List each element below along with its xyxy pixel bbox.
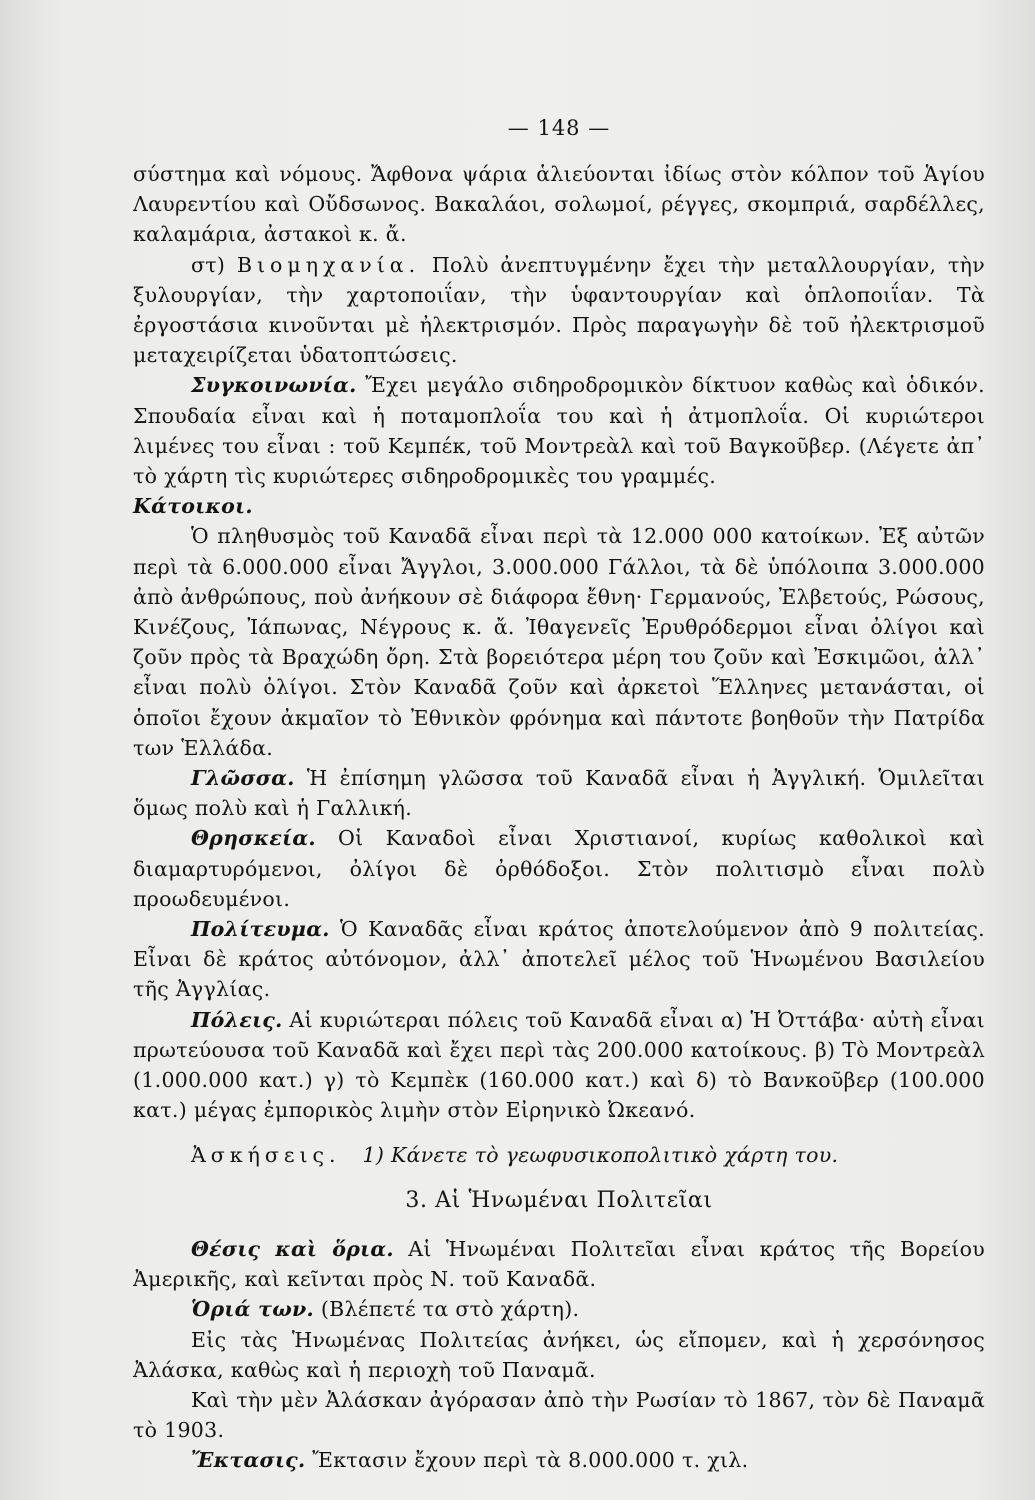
paragraph-position <box>133 1234 985 1294</box>
section-heading: 3. Αἱ Ἡνωμέναι Πολιτεῖαι <box>405 1187 713 1213</box>
religion-text: Οἱ Καναδοὶ εἶναι Χριστιανοί, κυρίως καθολικοὶ καὶ διαμαρτυρόμενοι, ὀλίγοι δὲ ὀρθόδοξοι. Στὸν πολιτισμὸ εἶναι πολὺ προωδευμένοι. <box>133 826 985 911</box>
government-text: Ὁ Καναδᾶς εἶναι κράτος ἀποτελούμενον ἀπὸ 9 πολιτείας. Εἶναι δὲ κράτος αὐτόνομον, ἀλλ᾽ ἀποτελεῖ μέλος τοῦ Ἡνωμένου Βασιλείου τῆς Ἀγγλίας. <box>133 917 985 1002</box>
paragraph-area <box>133 1445 985 1475</box>
cities-term: Πόλεις. <box>191 1007 283 1032</box>
position-text: Αἱ Ἡνωμέναι Πολιτεῖαι εἶναι κράτος τῆς Βορείου Ἀμερικῆς, καὶ κεῖνται πρὸς Ν. τοῦ Καναδᾶ. <box>133 1236 985 1292</box>
government-term: Πολίτευμα. <box>191 917 330 942</box>
industry-term: Βιομηχανία. <box>236 252 421 277</box>
paragraph-alaska: Εἰς τὰς Ἡνωμένας Πολιτείας ἀνήκει, ὡς εἴπομεν, καὶ ἡ χερσόνησος Ἀλάσκα, καθὼς καὶ ἡ περιοχὴ τοῦ Παναμᾶ. <box>133 1327 985 1382</box>
area-term: Ἔκτασις. <box>191 1448 306 1473</box>
page-number: — 148 — <box>507 116 611 140</box>
language-term: Γλῶσσα. <box>191 766 295 791</box>
communication-term: Συγκοινωνία. <box>191 373 357 398</box>
paragraph-cities <box>133 1005 985 1126</box>
text-body <box>133 159 985 1476</box>
industry-prefix: στ) <box>191 252 237 277</box>
paragraph-boundaries <box>133 1294 985 1324</box>
paragraph-purchase: Καὶ τὴν μὲν Ἀλάσκαν ἀγόρασαν ἀπὸ τὴν Ρωσίαν τὸ 1867, τὸν δὲ Παναμᾶ τὸ 1903. <box>133 1387 985 1443</box>
position-term: Θέσις καὶ ὅρια. <box>191 1236 394 1261</box>
paragraph-inhabitants: Ὁ πληθυσμὸς τοῦ Καναδᾶ εἶναι περὶ τὰ 12.000 000 κατοίκων. Ἐξ αὐτῶν περὶ τὰ 6.000.000 εἶναι Ἄγγλοι, 3.000.000 Γάλλοι, τὰ δὲ ὑπόλοιπα 3.000.000 ἀπὸ ἀνθρώπους, ποὺ ἀνήκουν σὲ διάφορα ἔθνη· Γερμανούς, Ἐλβετούς, Ρώσους, Κινέζους, Ἰάπωνας, Νέγρους κ. ἄ. Ἰθαγενεῖς Ἐρυθρόδερμοι εἶναι ὀλίγοι καὶ ζοῦν πρὸς τὰ Βραχώδη ὄρη. Στὰ βορειότερα μέρη του ζοῦν καὶ Ἐσκιμῶοι, ἀλλ᾽ εἶναι πολὺ ὀλίγοι. Στὸν Καναδᾶ ζοῦν καὶ ἀρκετοὶ Ἕλληνες μετανάσται, οἱ ὁποῖοι ἔχουν ἀκμαῖον τὸ Ἐθνικὸν φρόνημα καὶ πάντοτε βοηθοῦν τὴν Πατρίδα των Ἑλλάδα. <box>133 524 985 760</box>
exercises-label: Ἀσκήσεις. <box>191 1142 341 1167</box>
paragraph-religion <box>133 823 985 914</box>
area-text: Ἔκτασιν ἔχουν περὶ τὰ 8.000.000 τ. χιλ. <box>305 1448 749 1473</box>
boundaries-text: (Βλέπετέ τα στὸ χάρτη). <box>314 1297 580 1322</box>
paragraph-fishing: σύστημα καὶ νόμους. Ἄφθονα ψάρια ἁλιεύονται ἰδίως στὸν κόλπον τοῦ Ἁγίου Λαυρεντίου καὶ Οὔδσωνος. Βακαλάοι, σολωμοί, ρέγγες, σκομπριά, σαρδέλλες, καλαμάρια, ἀστακοὶ κ. ἄ. <box>133 162 985 247</box>
boundaries-term: Ὁριά των. <box>191 1297 314 1322</box>
inhabitants-heading <box>133 491 985 521</box>
language-text: Ἡ ἐπίσημη γλῶσσα τοῦ Καναδᾶ εἶναι ἡ Ἀγγλική. Ὁμιλεῖται ὅμως πολὺ καὶ ἡ Γαλλική. <box>133 766 985 821</box>
inhabitants-term: Κάτοικοι. <box>133 494 253 519</box>
exercises-text: 1) Κάνετε τὸ γεωφυσικοπολιτικὸ χάρτη του. <box>362 1142 839 1167</box>
paragraph-government <box>133 914 985 1005</box>
industry-text: Πολὺ ἀνεπτυγμένην ἔχει τὴν μεταλλουργίαν, τὴν ξυλουργίαν, τὴν χαρτοποιΐαν, τὴν ὑφαντουργίαν καὶ ὁπλοποιΐαν. Τὰ ἐργοστάσια κινοῦνται μὲ ἠλεκτρισμόν. Πρὸς παραγωγὴν δὲ τοῦ ἠλεκτρισμοῦ μεταχειρίζεται ὑδατοπτώσεις. <box>133 252 985 368</box>
paragraph-industry <box>133 250 985 371</box>
religion-term: Θρησκεία. <box>191 826 316 851</box>
paragraph-communication <box>133 370 985 491</box>
paragraph-language <box>133 763 985 823</box>
communication-text: Ἔχει μεγάλο σιδηροδρομικὸν δίκτυον καθὼς καὶ ὁδικόν. Σπουδαία εἶναι καὶ ἡ ποταμοπλοΐα του καὶ ἡ ἀτμοπλοΐα. Οἱ κυριώτεροι λιμένες του εἶναι : τοῦ Κεμπέκ, τοῦ Μοντρεὰλ καὶ τοῦ Βαγκοῦβερ. (Λέγετε ἀπ᾽ τὸ χάρτη τὶς κυριώτερες σιδηροδρομικὲς του γραμμές. <box>133 373 985 489</box>
exercises <box>133 1140 985 1170</box>
cities-text: Αἱ κυριώτεραι πόλεις τοῦ Καναδᾶ εἶναι α) Ἡ Ὀττάβα· αὐτὴ εἶναι πρωτεύουσα τοῦ Καναδᾶ καὶ ἔχει περὶ τὰς 200.000 κατοίκους. β) Τὸ Μοντρεὰλ (1.000.000 κατ.) γ) τὸ Κεμπὲκ (160.000 κατ.) καὶ δ) τὸ Βανκοῦβερ (100.000 κατ.) μέγας ἐμπορικὸς λιμὴν στὸν Εἰρηνικὸ Ὠκεανό. <box>133 1007 985 1123</box>
